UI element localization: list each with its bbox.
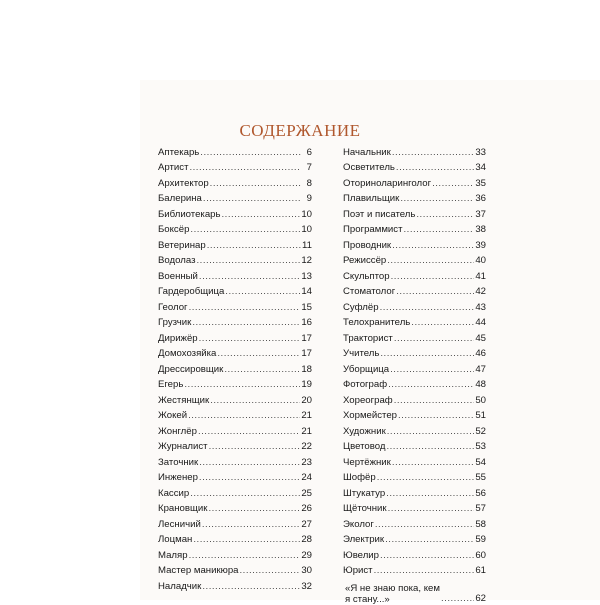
dot-leader [199, 472, 300, 484]
toc-entry [158, 500, 312, 516]
dot-leader [398, 410, 474, 422]
toc-entry [158, 546, 312, 562]
toc-entry-page-number: 36 [475, 193, 486, 204]
dot-leader [392, 240, 474, 252]
toc-entry-title: Поэт и писатель [343, 208, 416, 220]
toc-entry-page-number: 11 [302, 239, 312, 251]
dot-leader [392, 147, 474, 159]
dot-leader [385, 534, 474, 546]
toc-entry-page-number: 34 [475, 162, 486, 173]
toc-entry-page-number: 41 [475, 270, 486, 282]
toc-entry-page-number: 26 [301, 503, 312, 514]
dot-leader [207, 240, 301, 252]
toc-entry [158, 174, 312, 190]
toc-entry-title: Заточник [158, 456, 199, 468]
toc-entry-title: Эколог [343, 518, 374, 530]
toc-entry-title: Тракторист [343, 332, 393, 344]
toc-entry-title: Гардеробщица [158, 286, 225, 297]
toc-entry-title: Художник [343, 425, 386, 437]
toc-entry-title: Жонглёр [158, 425, 197, 437]
toc-entry [343, 500, 486, 516]
toc-entry-page-number: 16 [301, 317, 312, 328]
toc-entry [158, 329, 312, 345]
toc-entry-title: Плавильщик [343, 193, 400, 204]
dot-leader [225, 286, 300, 298]
toc-entry-title: Режиссёр [343, 255, 387, 266]
toc-entry-page-number: 44 [475, 317, 486, 328]
toc-entry [343, 515, 486, 531]
toc-entry-title: Программист [343, 224, 403, 235]
dot-leader [184, 379, 300, 391]
toc-entry-page-number: 52 [475, 425, 486, 437]
toc-entry [343, 236, 486, 252]
toc-entry-page-number: 56 [475, 487, 486, 499]
toc-entry [343, 267, 486, 283]
toc-entry-page-number: 27 [301, 518, 312, 530]
dot-leader [203, 193, 301, 205]
toc-entry-title: Грузчик [158, 317, 192, 328]
dot-leader [189, 162, 301, 174]
toc-entry [158, 236, 312, 252]
toc-entry [158, 159, 312, 175]
toc-entry-page-number: 21 [301, 410, 312, 421]
toc-entry [343, 174, 486, 190]
toc-entry-title: Крановщик [158, 503, 208, 514]
toc-entry [158, 143, 312, 159]
toc-entry [158, 360, 312, 376]
dot-leader [380, 348, 474, 360]
toc-entry [343, 531, 486, 547]
toc-entry-title: Проводник [343, 239, 392, 251]
toc-entry [158, 422, 312, 438]
toc-entry [343, 221, 486, 237]
toc-entry-title: Стоматолог [343, 286, 396, 297]
toc-entry-title: Геолог [158, 301, 188, 313]
toc-entry-title: Домохозяйка [158, 348, 217, 359]
toc-entry [343, 546, 486, 562]
toc-entry [158, 345, 312, 361]
toc-entry-page-number: 43 [475, 301, 486, 313]
toc-entry [158, 205, 312, 221]
toc-entry-page-number: 19 [301, 379, 312, 390]
toc-entry [343, 345, 486, 361]
toc-entry-page-number: 40 [475, 255, 486, 266]
toc-entry-title: Ювелир [343, 549, 379, 561]
toc-entry [158, 283, 312, 299]
toc-entry-title: Боксёр [158, 224, 190, 235]
toc-entry [158, 391, 312, 407]
toc-entry-title: Электрик [343, 534, 385, 545]
toc-entry [343, 391, 486, 407]
toc-entry-page-number: 10 [301, 208, 312, 220]
toc-entry [343, 360, 486, 376]
toc-entry-title: Хормейстер [343, 410, 398, 421]
toc-entry [158, 190, 312, 206]
toc-entry [343, 283, 486, 299]
toc-entry-title: Щёточник [343, 503, 387, 514]
toc-entry-page-number: 24 [301, 472, 312, 483]
toc-entry-page-number: 42 [475, 286, 486, 297]
toc-entry-title: Инженер [158, 472, 198, 483]
toc-entry [158, 221, 312, 237]
dot-leader [210, 178, 301, 190]
dot-leader [390, 364, 474, 376]
toc-entry [158, 298, 312, 314]
toc-entry-title: Библиотекарь [158, 208, 221, 220]
toc-entry [343, 453, 486, 469]
toc-entry-page-number: 45 [475, 332, 486, 344]
dot-leader [208, 503, 300, 515]
toc-entry-title: Аптекарь [158, 146, 200, 158]
toc-entry [343, 298, 486, 314]
dot-leader [209, 441, 301, 453]
toc-entry [158, 453, 312, 469]
toc-entry [158, 252, 312, 268]
toc-entry-title: Телохранитель [343, 317, 411, 328]
toc-entry-page-number: 57 [475, 503, 486, 514]
toc-entry [158, 469, 312, 485]
dot-leader [392, 457, 474, 469]
toc-entry [343, 422, 486, 438]
toc-entry-page-number: 12 [301, 255, 312, 266]
toc-entry-title: Осветитель [343, 162, 395, 173]
toc-entry-page-number: 9 [306, 193, 312, 204]
dot-leader [416, 209, 474, 221]
toc-entry [158, 314, 312, 330]
toc-entry-title: Журналист [158, 441, 208, 452]
dot-leader [202, 581, 300, 593]
dot-leader [388, 503, 475, 515]
toc-entry-title: Водолаз [158, 255, 196, 266]
dot-leader [199, 333, 301, 345]
toc-entry [343, 376, 486, 392]
dot-leader [396, 162, 474, 174]
dot-leader [193, 534, 300, 546]
toc-entry [343, 469, 486, 485]
dot-leader [400, 193, 474, 205]
toc-entry-page-number: 37 [475, 208, 486, 220]
toc-entry-page-number: 61 [475, 565, 486, 576]
toc-left-column [158, 143, 312, 593]
toc-entry-page-number: 54 [475, 456, 486, 468]
toc-entry-page-number: 32 [301, 580, 312, 592]
toc-entry-page-number: 10 [301, 224, 312, 235]
toc-entry-title: Начальник [343, 146, 391, 158]
toc-entry-title: Лесничий [158, 518, 201, 530]
toc-entry [158, 438, 312, 454]
toc-entry-page-number: 33 [475, 146, 486, 158]
toc-entry [158, 376, 312, 392]
toc-entry [158, 407, 312, 423]
toc-entry-page-number: 60 [475, 549, 486, 561]
toc-entry [158, 562, 312, 578]
toc-entry [343, 407, 486, 423]
dot-leader [411, 317, 474, 329]
toc-entry-page-number: 15 [301, 301, 312, 313]
toc-entry-title: Наладчик [158, 580, 202, 592]
toc-entry-title: Егерь [158, 379, 184, 390]
dot-leader [380, 302, 475, 314]
dot-leader [189, 550, 301, 562]
dot-leader [391, 271, 475, 283]
toc-entry-page-number: 62 [475, 593, 486, 604]
toc-entry-title: Шофёр [343, 472, 376, 483]
dot-leader [210, 395, 300, 407]
toc-entry-title: Ветеринар [158, 239, 206, 251]
toc-entry [343, 159, 486, 175]
toc-entry-title: Уборщица [343, 363, 390, 375]
toc-entry-title: Мастер маникюра [158, 565, 239, 576]
toc-entry-page-number: 20 [301, 394, 312, 406]
dot-leader [394, 395, 475, 407]
toc-entry-page-number: 21 [301, 425, 312, 437]
toc-entry-title: Жокей [158, 410, 188, 421]
dot-leader [394, 333, 475, 345]
toc-entry [343, 562, 486, 578]
dot-leader [403, 224, 474, 236]
toc-entry-page-number: 14 [301, 286, 312, 297]
toc-entry [343, 329, 486, 345]
dot-leader [224, 364, 300, 376]
toc-entry-page-number: 18 [301, 363, 312, 375]
toc-entry [343, 438, 486, 454]
toc-entry-title: Архитектор [158, 177, 209, 189]
toc-entry [158, 267, 312, 283]
toc-entry [343, 205, 486, 221]
dot-leader [240, 565, 301, 577]
dot-leader [190, 224, 300, 236]
toc-entry-page-number: 6 [306, 146, 312, 158]
dot-leader [192, 317, 300, 329]
toc-entry [158, 531, 312, 547]
toc-entry-page-number: 23 [301, 456, 312, 468]
toc-entry-page-number: 55 [475, 472, 486, 483]
toc-right-column [343, 143, 486, 605]
toc-entry [343, 190, 486, 206]
dot-leader [196, 255, 300, 267]
toc-entry-page-number: 47 [475, 363, 486, 375]
dot-leader [388, 379, 474, 391]
dot-leader [386, 441, 474, 453]
toc-entry-title: Штукатур [343, 487, 386, 499]
toc-entry-page-number: 17 [301, 348, 312, 359]
page-title: СОДЕРЖАНИЕ [239, 121, 361, 140]
dot-leader [386, 488, 474, 500]
dot-leader [380, 550, 474, 562]
toc-entry-title: Артист [158, 162, 189, 173]
toc-entry-page-number: 25 [301, 487, 312, 499]
dot-leader [200, 147, 301, 159]
dot-leader [374, 565, 475, 577]
toc-entry [343, 314, 486, 330]
toc-entry-page-number: 48 [475, 379, 486, 390]
toc-entry-title: Кассир [158, 487, 190, 499]
toc-entry-page-number: 39 [475, 239, 486, 251]
toc-entry-page-number: 7 [306, 162, 312, 173]
dot-leader [377, 472, 475, 484]
toc-entry-title: Юрист [343, 565, 373, 576]
toc-entry [343, 143, 486, 159]
toc-entry [343, 484, 486, 500]
dot-leader [199, 271, 300, 283]
dot-leader [190, 488, 300, 500]
toc-entry-page-number: 51 [475, 410, 486, 421]
toc-entry-page-number: 46 [475, 348, 486, 359]
toc-entry-title: Суфлёр [343, 301, 379, 313]
toc-entry-title: Чертёжник [343, 456, 391, 468]
toc-entry-title: Дирижёр [158, 332, 198, 344]
toc-entry-page-number: 22 [301, 441, 312, 452]
toc-entry [158, 577, 312, 593]
toc-entry-title: Цветовод [343, 441, 386, 452]
toc-entry-title: Жестянщик [158, 394, 210, 406]
dot-leader [432, 178, 474, 190]
toc-entry-page-number: 38 [475, 224, 486, 235]
dot-leader [222, 209, 301, 221]
dot-leader [441, 593, 474, 605]
toc-entry-title: Балерина [158, 193, 202, 204]
toc-entry-title: Хореограф [343, 394, 393, 406]
dot-leader [217, 348, 300, 360]
toc-entry-title: Военный [158, 270, 198, 282]
dot-leader [188, 410, 300, 422]
toc-entry-page-number: 35 [475, 177, 486, 189]
dot-leader [387, 255, 474, 267]
toc-entry-page-number: 17 [301, 332, 312, 344]
toc-entry [158, 484, 312, 500]
toc-entry-title: «Я не знаю пока, кем я стану...» [345, 583, 440, 605]
toc-entry-title: Лоцман [158, 534, 193, 545]
toc-entry-page-number: 13 [301, 270, 312, 282]
toc-entry-page-number: 59 [475, 534, 486, 545]
toc-entry-title: Дрессировщик [158, 363, 224, 375]
dot-leader [199, 457, 300, 469]
toc-entry-page-number: 28 [301, 534, 312, 545]
toc-entry [158, 515, 312, 531]
toc-entry-page-number: 8 [306, 177, 312, 189]
toc-entry-page-number: 30 [301, 565, 312, 576]
toc-entry [343, 252, 486, 268]
dot-leader [202, 519, 301, 531]
toc-entry-page-number: 50 [475, 394, 486, 406]
toc-entry [343, 577, 486, 605]
toc-entry-title: Оториноларинголог [343, 177, 432, 189]
dot-leader [396, 286, 474, 298]
dot-leader [189, 302, 301, 314]
toc-entry-page-number: 29 [301, 549, 312, 561]
dot-leader [198, 426, 300, 438]
toc-entry-title: Маляр [158, 549, 188, 561]
toc-entry-title: Учитель [343, 348, 380, 359]
toc-entry-page-number: 53 [475, 441, 486, 452]
dot-leader [387, 426, 475, 438]
toc-entry-title: Фотограф [343, 379, 388, 390]
dot-leader [375, 519, 474, 531]
toc-entry-page-number: 58 [475, 518, 486, 530]
toc-entry-title: Скульптор [343, 270, 390, 282]
